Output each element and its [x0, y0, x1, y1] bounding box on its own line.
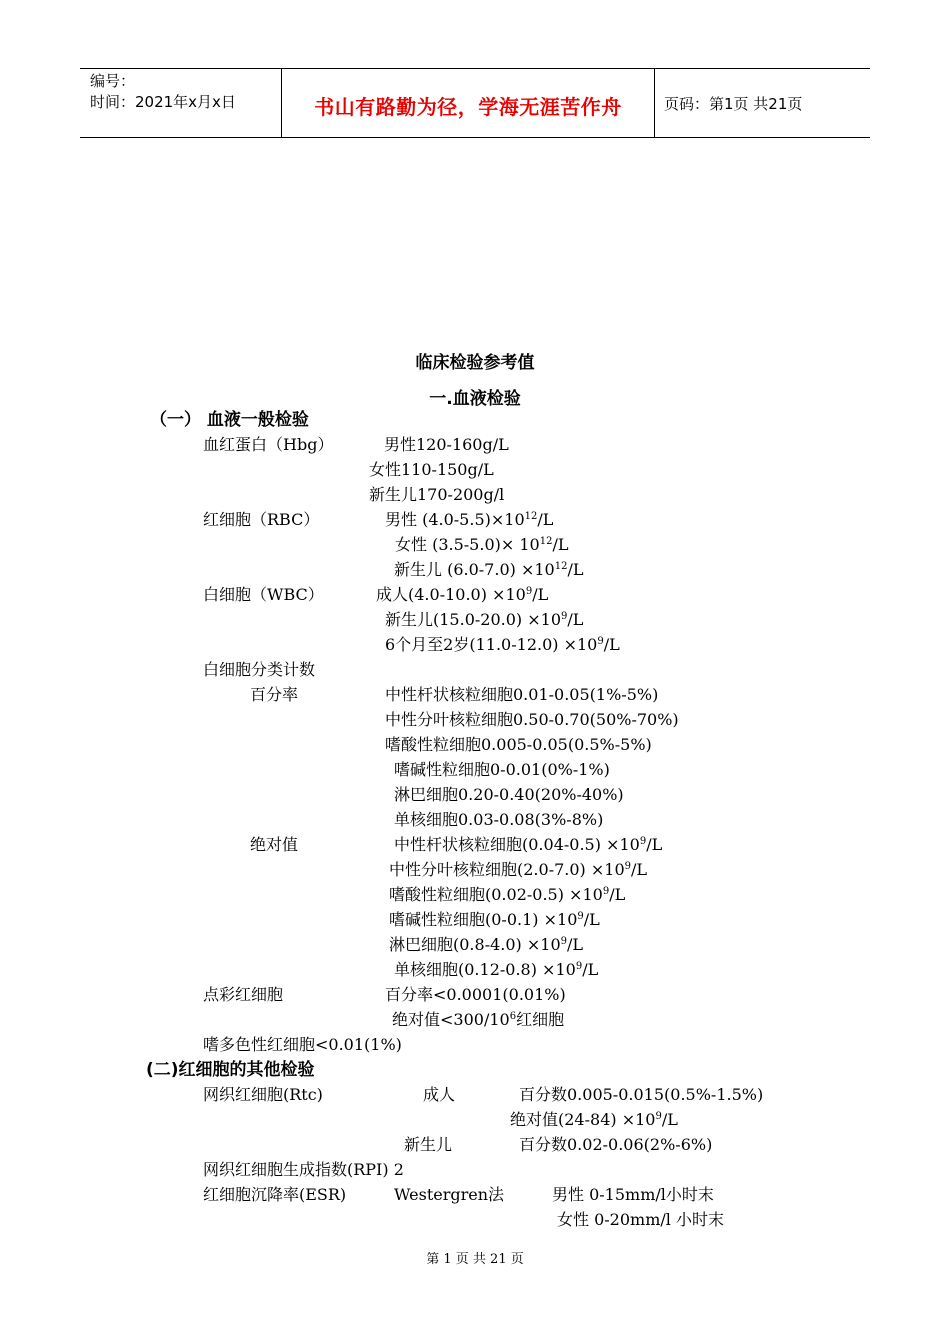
- item-sublabel: 绝对值: [250, 835, 299, 854]
- header-meta: [90, 71, 236, 113]
- item-label: 血红蛋白（Hbg）: [203, 435, 334, 454]
- item-value: 单核细胞0.03-0.08(3%-8%): [394, 810, 604, 829]
- page-footer: 第 1 页 共 21 页: [426, 1252, 524, 1267]
- item-label: 嗜多色性红细胞<0.01(1%): [203, 1035, 402, 1054]
- item-value: 绝对值$<300/10^6$红细胞: [392, 1010, 565, 1029]
- header-number: 编号：: [90, 72, 136, 90]
- item-value: 新生儿$(15.0-20.0) \times 10^9/L$: [385, 610, 584, 629]
- item-value: 嗜酸性粒细胞$(0.02-0.5) \times 10^9/L$: [389, 885, 626, 904]
- item-value: 中性分叶核粒细胞0.50-0.70(50%-70%): [385, 710, 679, 729]
- item-value: 中性分叶核粒细胞$(2.0-7.0) \times 10^9/L$: [389, 860, 648, 879]
- item-label: 红细胞沉降率(ESR): [203, 1185, 347, 1204]
- item-value: 淋巴细胞0.20-0.40(20%-40%): [394, 785, 624, 804]
- header-time: 时间：2021年x月x日: [90, 93, 236, 111]
- item-label: 红细胞（RBC）: [203, 510, 320, 529]
- item-value: 百分率<0.0001(0.01%): [385, 985, 566, 1004]
- item-label: 白细胞（WBC）: [203, 585, 324, 604]
- item-label: 网织红细胞(Rtc): [203, 1085, 323, 1104]
- section-heading: 一.血液检验: [429, 389, 521, 409]
- item-value: 女性 $(3.5-5.0)\times 10^{12}/L$: [395, 535, 569, 554]
- item-value: 女性 0-20mm/l 小时末: [557, 1210, 724, 1229]
- subsection-heading: （一） 血液一般检验: [150, 410, 309, 430]
- item-value: 百分数0.005-0.015(0.5%-1.5%): [519, 1085, 764, 1104]
- page-header: [80, 68, 870, 138]
- item-value: 绝对值$(24-84) \times 10^9/L$: [510, 1110, 678, 1129]
- header-page-number: 页码：第1页 共21页: [664, 95, 803, 113]
- header-divider: [654, 69, 655, 137]
- item-value: 成人$(4.0-10.0) \times 10^9/L$: [376, 585, 549, 604]
- item-value: 男性 $(4.0-5.5)\times 10^{12}/L$: [385, 510, 554, 529]
- item-value: 单核细胞$(0.12-0.8) \times 10^9/L$: [394, 960, 599, 979]
- item-value: 男性 0-15mm/l小时末: [552, 1185, 714, 1204]
- item-value: 男性120-160g/L: [384, 435, 509, 454]
- item-sublabel: 成人: [423, 1085, 456, 1104]
- item-label: 白细胞分类计数: [203, 660, 316, 679]
- item-sublabel: 新生儿: [404, 1135, 453, 1154]
- item-value: 中性杆状核粒细胞0.01-0.05(1%-5%): [385, 685, 659, 704]
- item-value: 百分数0.02-0.06(2%-6%): [519, 1135, 713, 1154]
- item-value: 新生儿 $(6.0-7.0) \times 10^{12}/L$: [394, 560, 584, 579]
- item-value: 6个月至2岁$(11.0-12.0) \times 10^9/L$: [385, 635, 620, 654]
- item-value: 女性110-150g/L: [369, 460, 494, 479]
- item-value: 嗜碱性粒细胞$(0-0.1) \times 10^9/L$: [389, 910, 600, 929]
- item-label: 点彩红细胞: [203, 985, 284, 1004]
- header-motto: 书山有路勤为径，学海无涯苦作舟: [314, 95, 622, 119]
- item-value: 中性杆状核粒细胞$(0.04-0.5) \times 10^9/L$: [394, 835, 663, 854]
- item-label: 网织红细胞生成指数(RPI) 2: [203, 1160, 404, 1179]
- item-value: 嗜酸性粒细胞0.005-0.05(0.5%-5%): [385, 735, 652, 754]
- item-value: 新生儿170-200g/l: [369, 485, 505, 504]
- subsection-heading: (二)红细胞的其他检验: [146, 1060, 315, 1080]
- document-title: 临床检验参考值: [415, 353, 535, 373]
- item-value: 淋巴细胞$(0.8-4.0) \times 10^9/L$: [389, 935, 584, 954]
- item-value: 嗜碱性粒细胞0-0.01(0%-1%): [394, 760, 610, 779]
- item-sublabel: 百分率: [250, 685, 299, 704]
- item-method: Westergren法: [394, 1185, 505, 1204]
